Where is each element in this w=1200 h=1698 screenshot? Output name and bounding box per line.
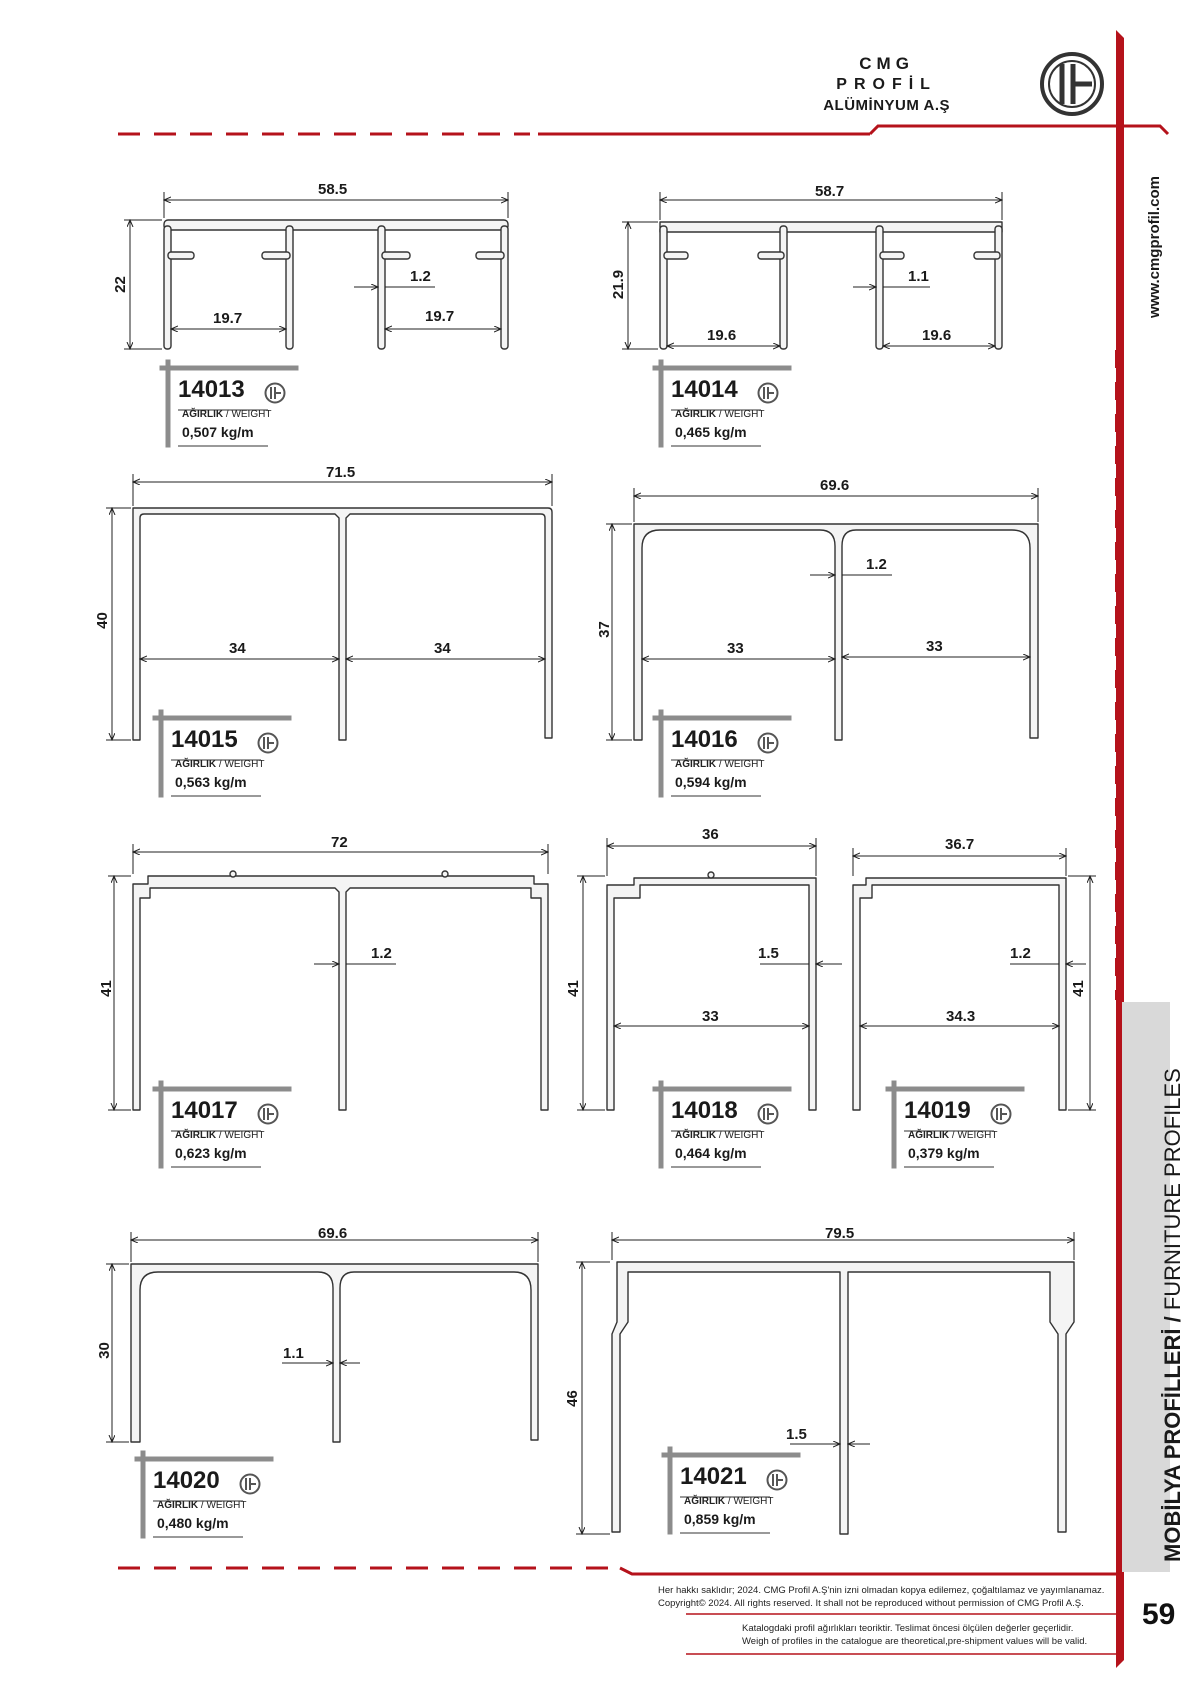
weight-value: 0,480 kg/m xyxy=(157,1515,229,1531)
dim-label: 40 xyxy=(93,612,111,629)
weight-value: 0,623 kg/m xyxy=(175,1145,247,1161)
section-title xyxy=(1160,1068,1186,1562)
dim-label: 79.5 xyxy=(825,1225,855,1242)
weight-value: 0,465 kg/m xyxy=(675,424,747,440)
product-card xyxy=(653,1093,788,1163)
cmg-logo-icon xyxy=(264,382,286,404)
weight-note-tr: Katalogdaki profil ağırlıkları teoriktir. Teslimat öncesi ölçülen değerler geçerlidir. xyxy=(742,1623,1074,1634)
product-code: 14015 xyxy=(171,726,238,753)
product-code: 14019 xyxy=(904,1097,971,1124)
page-number: 59 xyxy=(1142,1598,1176,1631)
profile-14013-drawing xyxy=(164,220,508,349)
dim-label: 21.9 xyxy=(610,269,628,300)
product-card xyxy=(153,722,288,792)
weight-value: 0,594 kg/m xyxy=(675,774,747,790)
dim-label: 1.2 xyxy=(1010,945,1031,962)
dim-label: 1.2 xyxy=(371,945,392,962)
dim-label: 19.6 xyxy=(922,327,952,344)
dim-label: 1.1 xyxy=(908,268,929,285)
product-card xyxy=(153,1093,288,1163)
product-code: 14021 xyxy=(680,1463,747,1490)
dim-label: 19.6 xyxy=(707,327,737,344)
brand-line-1: CMG xyxy=(859,54,914,73)
dim-label: 19.7 xyxy=(213,310,243,327)
dim-label: 36 xyxy=(702,826,719,843)
website-link[interactable]: www.cmgprofil.com xyxy=(1146,176,1163,318)
copyright-line-tr: Her hakkı saklıdır; 2024. CMG Profil A.Ş'nin izni olmadan kopya edilemez, çoğaltılamaz ve yayımlanamaz. xyxy=(658,1585,1105,1596)
product-card xyxy=(653,722,788,792)
product-code: 14013 xyxy=(178,376,245,403)
product-card xyxy=(653,372,788,442)
dim-label: 33 xyxy=(702,1008,719,1025)
weight-value: 0,379 kg/m xyxy=(908,1145,980,1161)
section-title-regular: FURNITURE PROFILES xyxy=(1160,1068,1185,1317)
dim-label: 33 xyxy=(727,640,744,657)
product-code: 14020 xyxy=(153,1467,220,1494)
dim-label: 34.3 xyxy=(946,1008,976,1025)
product-code: 14016 xyxy=(671,726,738,753)
brand-line-3: ALÜMİNYUM A.Ş xyxy=(823,97,950,114)
brand-block xyxy=(823,54,950,114)
copyright-line-en: Copyright© 2024. All rights reserved. It shall not be reproduced without permission of CMG Profil A.Ş. xyxy=(658,1598,1084,1609)
dim-label: 22 xyxy=(111,276,129,293)
cmg-logo-icon xyxy=(757,1103,779,1125)
dim-label: 71.5 xyxy=(326,464,356,481)
dim-label: 19.7 xyxy=(425,308,455,325)
dim-label: 30 xyxy=(95,1342,113,1359)
product-code: 14018 xyxy=(671,1097,738,1124)
cmg-logo-icon xyxy=(990,1103,1012,1125)
weight-label: AĞIRLIK / WEIGHT xyxy=(675,409,765,420)
weight-note xyxy=(742,1622,1087,1648)
profile-14020-drawing xyxy=(131,1264,538,1442)
dim-label: 41 xyxy=(97,980,115,997)
dim-label: 69.6 xyxy=(820,477,850,494)
top-border xyxy=(118,126,1168,134)
dim-label: 58.5 xyxy=(318,181,348,198)
dim-label: 34 xyxy=(434,640,451,657)
weight-label: AĞIRLIK / WEIGHT xyxy=(175,1130,265,1141)
cmg-logo-icon xyxy=(257,732,279,754)
product-code: 14014 xyxy=(671,376,738,403)
copyright-notice xyxy=(658,1584,1104,1610)
dim-label: 1.5 xyxy=(786,1426,807,1443)
profile-14017-drawing xyxy=(133,871,548,1110)
weight-value: 0,563 kg/m xyxy=(175,774,247,790)
weight-label: AĞIRLIK / WEIGHT xyxy=(157,1500,247,1511)
weight-label: AĞIRLIK / WEIGHT xyxy=(675,759,765,770)
cmg-logo-icon xyxy=(757,382,779,404)
dim-label: 1.5 xyxy=(758,945,779,962)
weight-value: 0,507 kg/m xyxy=(182,424,254,440)
weight-value: 0,464 kg/m xyxy=(675,1145,747,1161)
weight-note-en: Weigh of profiles in the catalogue are theoretical,pre-shipment values will be valid. xyxy=(742,1636,1088,1647)
section-title-bold: MOBİLYA PROFİLLERİ / xyxy=(1160,1316,1185,1562)
dim-label: 36.7 xyxy=(945,836,975,853)
dim-label: 41 xyxy=(564,980,582,997)
cmg-logo-icon xyxy=(257,1103,279,1125)
profile-14019-drawing xyxy=(853,878,1066,1110)
weight-label: AĞIRLIK / WEIGHT xyxy=(675,1130,765,1141)
dim-label: 1.1 xyxy=(283,1345,304,1362)
product-card xyxy=(886,1093,1021,1163)
dim-label: 37 xyxy=(595,621,613,638)
dim-label: 1.2 xyxy=(410,268,431,285)
brand-line-2: PROFİL xyxy=(836,76,937,93)
profile-14016-drawing xyxy=(634,524,1038,740)
cmg-logo-icon xyxy=(239,1473,261,1495)
profile-14018-drawing xyxy=(607,872,816,1110)
cmg-logo-icon xyxy=(757,732,779,754)
weight-value: 0,859 kg/m xyxy=(684,1511,756,1527)
dim-label: 41 xyxy=(1069,980,1087,997)
product-code: 14017 xyxy=(171,1097,238,1124)
product-card xyxy=(662,1459,797,1529)
dim-label: 58.7 xyxy=(815,183,845,200)
profile-14015-drawing xyxy=(133,508,552,740)
weight-label: AĞIRLIK / WEIGHT xyxy=(175,759,265,770)
product-card xyxy=(160,372,295,442)
dim-label: 33 xyxy=(926,638,943,655)
weight-label: AĞIRLIK / WEIGHT xyxy=(182,409,272,420)
dim-label: 72 xyxy=(331,834,348,851)
dim-label: 1.2 xyxy=(866,556,887,573)
weight-label: AĞIRLIK / WEIGHT xyxy=(684,1496,774,1507)
weight-label: AĞIRLIK / WEIGHT xyxy=(908,1130,998,1141)
dim-label: 34 xyxy=(229,640,246,657)
product-card xyxy=(135,1463,270,1533)
cmg-logo-icon xyxy=(1042,54,1102,114)
cmg-logo-icon xyxy=(766,1469,788,1491)
dim-label: 46 xyxy=(563,1390,581,1407)
dim-label: 69.6 xyxy=(318,1225,348,1242)
